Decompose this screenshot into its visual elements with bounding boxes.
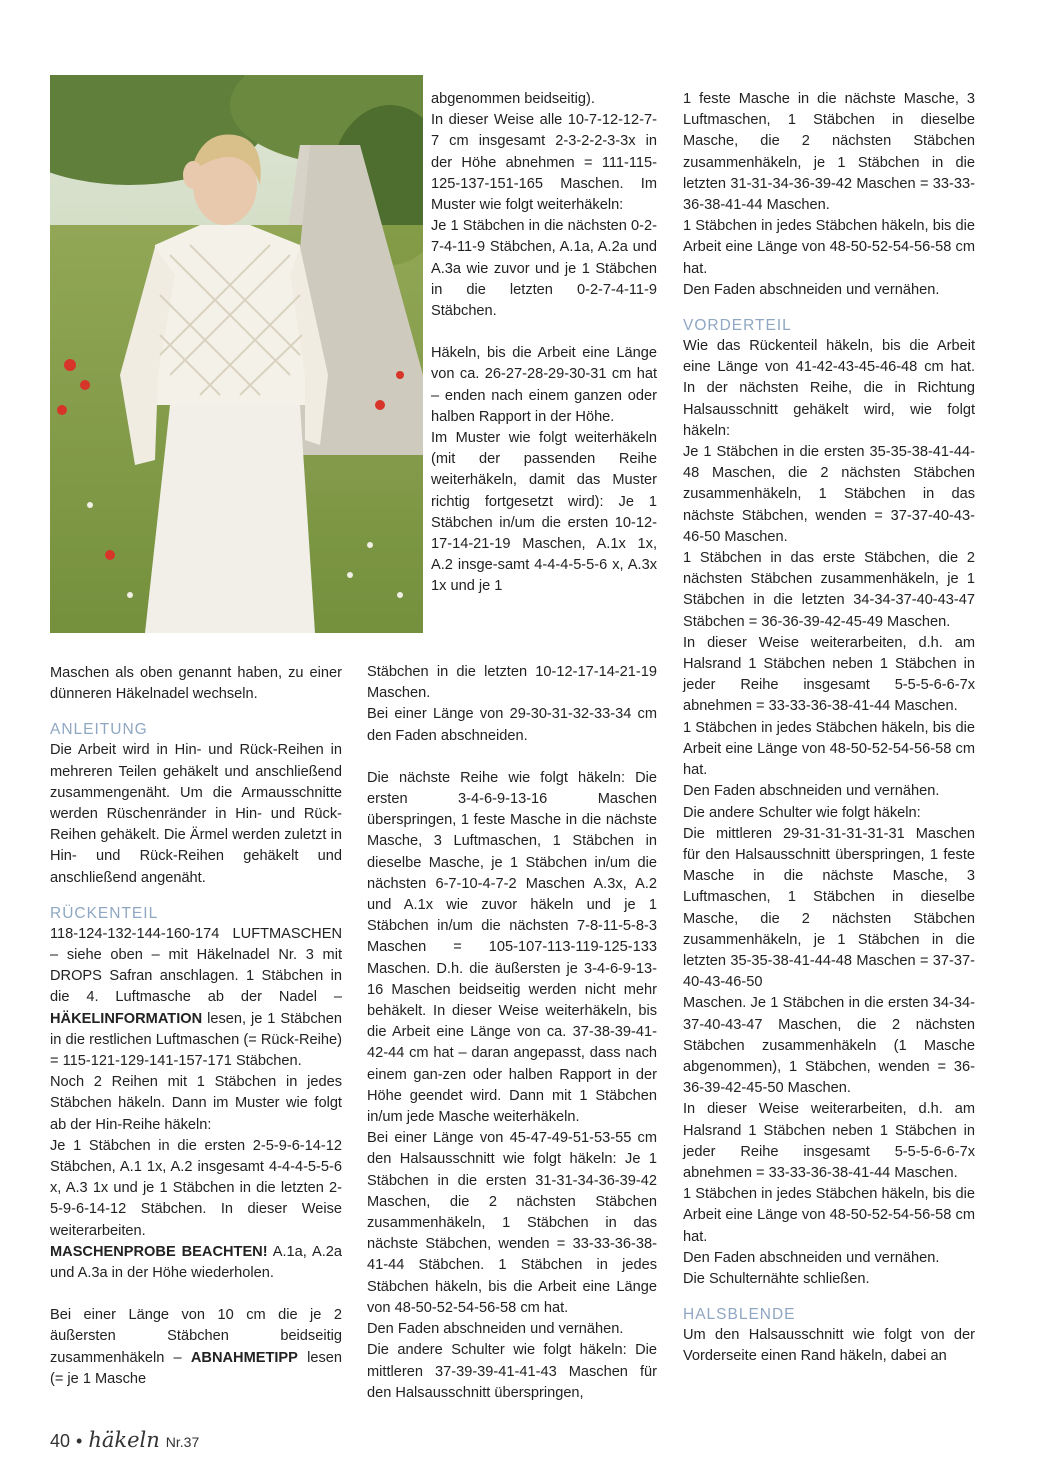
col3-para-1: 1 feste Masche in die nächste Masche, 3 Luftmaschen, 1 Stäbchen in dieselbe Masche, die 2 nächsten Stäbchen zusammenhäkeln, je 1 Stäbchen in die letzten 31-31-34-36-39-42 Maschen = 33-33-36-38-41-44 Maschen.	[683, 91, 975, 214]
vorderteil-para-9: Maschen. Je 1 Stäbchen in die ersten 34-34-37-40-43-47 Maschen, die 2 nächsten Stäbchen zusammenhäkeln (1 Masche abgenommen), 1 Stäbchen, wenden = 36-36-39-42-45-50 Maschen.	[683, 995, 975, 1097]
col2-para-9: Bei einer Länge von 45-47-49-51-53-55 cm den Halsausschnitt wie folgt häkeln: Je 1 Stäbchen in die ersten 31-31-34-36-39-42 Maschen, die 2 nächsten Stäbchen zusammenhäkeln, 1 Stäbchen in das nächste Stäbchen, wenden = 33-33-36-38-41-44 Stäbchen. 1 Stäbchen in jedes Stäbchen häkeln, bis die Arbeit eine Länge von 48-50-52-54-56-58 cm hat.	[367, 1130, 657, 1316]
col2-para-1: abgenommen beidseitig).	[431, 91, 595, 107]
col2-para-10: Den Faden abschneiden und vernähen.	[367, 1321, 624, 1338]
col2-para-11: Die andere Schulter wie folgt häkeln: Die mittleren 37-39-39-41-41-43 Maschen für den Halsausschnitt überspringen,	[367, 1342, 657, 1401]
col2-para-7: Bei einer Länge von 29-30-31-32-33-34 cm den Faden abschneiden.	[367, 706, 657, 744]
vorderteil-para-7: Die andere Schulter wie folgt häkeln:	[683, 804, 921, 821]
halsblende-para-1: Um den Halsausschnitt wie folgt von der Vorderseite einen Rand häkeln, dabei an	[683, 1327, 975, 1365]
col2-para-8: Die nächste Reihe wie folgt häkeln: Die ersten 3-4-6-9-13-16 Maschen überspringen, 1 feste Masche in die nächste Masche, 3 Luftmaschen, 1 Stäbchen in dieselbe Masche, je 1 Stäbchen in/um die nächsten 6-7-10-4-7-2 Maschen A.3x, A.2 und A.1x wie zuvor häkeln und je 1 Stäbchen in/um die nächsten 7-8-11-5-8-3 Maschen = 105-107-113-119-125-133 Maschen. D.h. die äußersten je 3-4-6-9-13-16 Maschen beidseitig werden nicht mehr behäkelt. In dieser Weise weiterhäkeln, bis die Arbeit eine Länge von ca. 37-38-39-41-42-44 cm hat – daran angepasst, dass nach einem gan-zen oder halben Rapport in der Höhe geendet wird. Dann mit 1 Stäbchen in/um jede Masche weiterhäkeln.	[367, 769, 657, 1126]
col2-para-5: Im Muster wie folgt weiterhäkeln (mit der passenden Reihe weiterhäkeln, damit das Muster richtig fortgesetzt wird): Je 1 Stäbchen in/um die ersten 10-12-17-14-21-19 Maschen, A.1x 1x, A.2 insge-samt 4-4-4-5-5-6 x, A.3x 1x und je 1	[431, 430, 657, 595]
vorderteil-para-3: 1 Stäbchen in das erste Stäbchen, die 2 nächsten Stäbchen zusammenhäkeln, je 1 Stäbchen in die letzten 34-34-37-40-43-47 Stäbchen = 36-36-39-42-45-49 Maschen.	[683, 550, 975, 630]
column-2-bottom	[367, 662, 657, 1404]
page-number: 40	[50, 1431, 71, 1451]
model-photo	[50, 75, 423, 633]
column-3	[683, 89, 975, 1368]
heading-vorderteil: VORDERTEIL	[683, 317, 792, 335]
issue-number: Nr.37	[165, 1434, 200, 1450]
vorderteil-para-2: Je 1 Stäbchen in die ersten 35-35-38-41-44-48 Maschen, die 2 nächsten Stäbchen zusammenhäkeln, 1 Stäbchen in das nächste Stäbchen, wenden = 37-37-40-43-46-50 Maschen.	[683, 444, 975, 545]
vorderteil-para-4: In dieser Weise weiterarbeiten, d.h. am Halsrand 1 Stäbchen neben 1 Stäbchen in jeder Reihe insgesamt 5-5-5-6-6-7x abnehmen = 33-33-36-38-41-44 Maschen.	[683, 634, 975, 715]
heading-halsblende: HALSBLENDE	[683, 1306, 796, 1324]
footer-separator: •	[76, 1431, 83, 1451]
heading-anleitung: ANLEITUNG	[50, 721, 148, 739]
vorderteil-para-12: Den Faden abschneiden und vernähen.	[683, 1249, 940, 1266]
vorderteil-para-8: Die mittleren 29-31-31-31-31-31 Maschen für den Halsausschnitt überspringen, 1 feste Masche in die nächste Masche, 3 Luftmaschen, 1 Stäbchen in dieselbe Masche, die 2 nächsten Stäbchen zusammenhäkeln, je 1 Stäbchen in die letzten 35-35-38-41-44-48 Maschen = 37-37-40-43-46-50	[683, 825, 975, 991]
column-1	[50, 663, 342, 1390]
rueckenteil-para-1: 118-124-132-144-160-174 LUFTMASCHEN – siehe oben – mit Häkelnadel Nr. 3 mit DROPS Safran anschlagen. 1 Stäbchen in die 4. Luftmasche ab der Nadel – HÄKELINFORMATION lesen, je 1 Stäbchen in die restlichen Luftmaschen (= Rück-Reihe) = 115-121-129-141-157-171 Stäbchen.	[50, 925, 343, 1070]
rueckenteil-para-4: MASCHENPROBE BEACHTEN! A.1a, A.2a und A.3a in der Höhe wiederholen.	[50, 1243, 342, 1282]
vorderteil-para-13: Die Schulternähte schließen.	[683, 1270, 870, 1287]
vorderteil-para-1: Wie das Rückenteil häkeln, bis die Arbeit eine Länge von 41-42-43-45-46-48 cm hat. In der nächsten Reihe, die in Richtung Halsausschnitt gehäkelt wird, wie folgt häkeln:	[683, 338, 975, 439]
col2-para-2: In dieser Weise alle 10-7-12-12-7-7 cm insgesamt 2-3-2-2-3-3x in der Höhe abnehmen = 111-115-125-137-151-165 Maschen. Im Muster wie folgt weiterhäkeln:	[431, 112, 657, 214]
col2-para-6: Stäbchen in die letzten 10-12-17-14-21-19 Maschen.	[367, 664, 657, 702]
vorderteil-para-11: 1 Stäbchen in jedes Stäbchen häkeln, bis die Arbeit eine Länge von 48-50-52-54-56-58 cm hat.	[683, 1186, 975, 1245]
page-footer	[50, 1428, 199, 1452]
col2-para-3: Je 1 Stäbchen in die nächsten 0-2-7-4-11-9 Stäbchen, A.1a, A.2a und A.3a wie zuvor und je 1 Stäbchen in die letzten 0-2-7-4-11-9 Stäbchen.	[431, 218, 657, 320]
intro-text: Maschen als oben genannt haben, zu einer dünneren Häkelnadel wechseln.	[50, 665, 342, 703]
col3-para-2: 1 Stäbchen in jedes Stäbchen häkeln, bis die Arbeit eine Länge von 48-50-52-54-56-58 cm hat.	[683, 218, 975, 277]
anleitung-text: Die Arbeit wird in Hin- und Rück-Reihen in mehreren Teilen gehäkelt und anschließend zusammengenäht. Um die Armausschnitte werden Rüschenränder in Hin- und Rück-Reihen gehäkelt. Die Ärmel werden zuletzt in Hin- und Rück-Reihen gehäkelt und anschließend angenäht.	[50, 742, 342, 886]
vorderteil-para-6: Den Faden abschneiden und vernähen.	[683, 783, 940, 800]
col3-para-3: Den Faden abschneiden und vernähen.	[683, 281, 940, 298]
magazine-logo: häkeln	[88, 1428, 160, 1452]
vorderteil-para-5: 1 Stäbchen in jedes Stäbchen häkeln, bis die Arbeit eine Länge von 48-50-52-54-56-58 cm hat.	[683, 719, 975, 779]
col2-para-4: Häkeln, bis die Arbeit eine Länge von ca. 26-27-28-29-30-31 cm hat – enden nach einem ganzen oder halben Rapport in der Höhe.	[431, 345, 657, 425]
rueckenteil-para-2: Noch 2 Reihen mit 1 Stäbchen in jedes Stäbchen häkeln. Dann im Muster wie folgt ab der Hin-Reihe häkeln:	[50, 1074, 342, 1133]
heading-rueckenteil: RÜCKENTEIL	[50, 904, 159, 922]
rueckenteil-para-5: Bei einer Länge von 10 cm die je 2 äußersten Stäbchen beidseitig zusammenhäkeln – ABNAHMETIPP lesen (= je 1 Masche	[50, 1307, 342, 1387]
vorderteil-para-10: In dieser Weise weiterarbeiten, d.h. am Halsrand 1 Stäbchen neben 1 Stäbchen in jeder Reihe insgesamt 5-5-5-6-6-7x abnehmen = 33-33-36-38-41-44 Maschen.	[683, 1101, 975, 1181]
rueckenteil-para-3: Je 1 Stäbchen in die ersten 2-5-9-6-14-12 Stäbchen, A.1 1x, A.2 insgesamt 4-4-4-5-5-6 x, A.3 1x und je 1 Stäbchen in die letzten 2-5-9-6-14-12 Stäbchen. In dieser Weise weiterarbeiten.	[50, 1137, 342, 1239]
column-2-top	[431, 89, 657, 598]
